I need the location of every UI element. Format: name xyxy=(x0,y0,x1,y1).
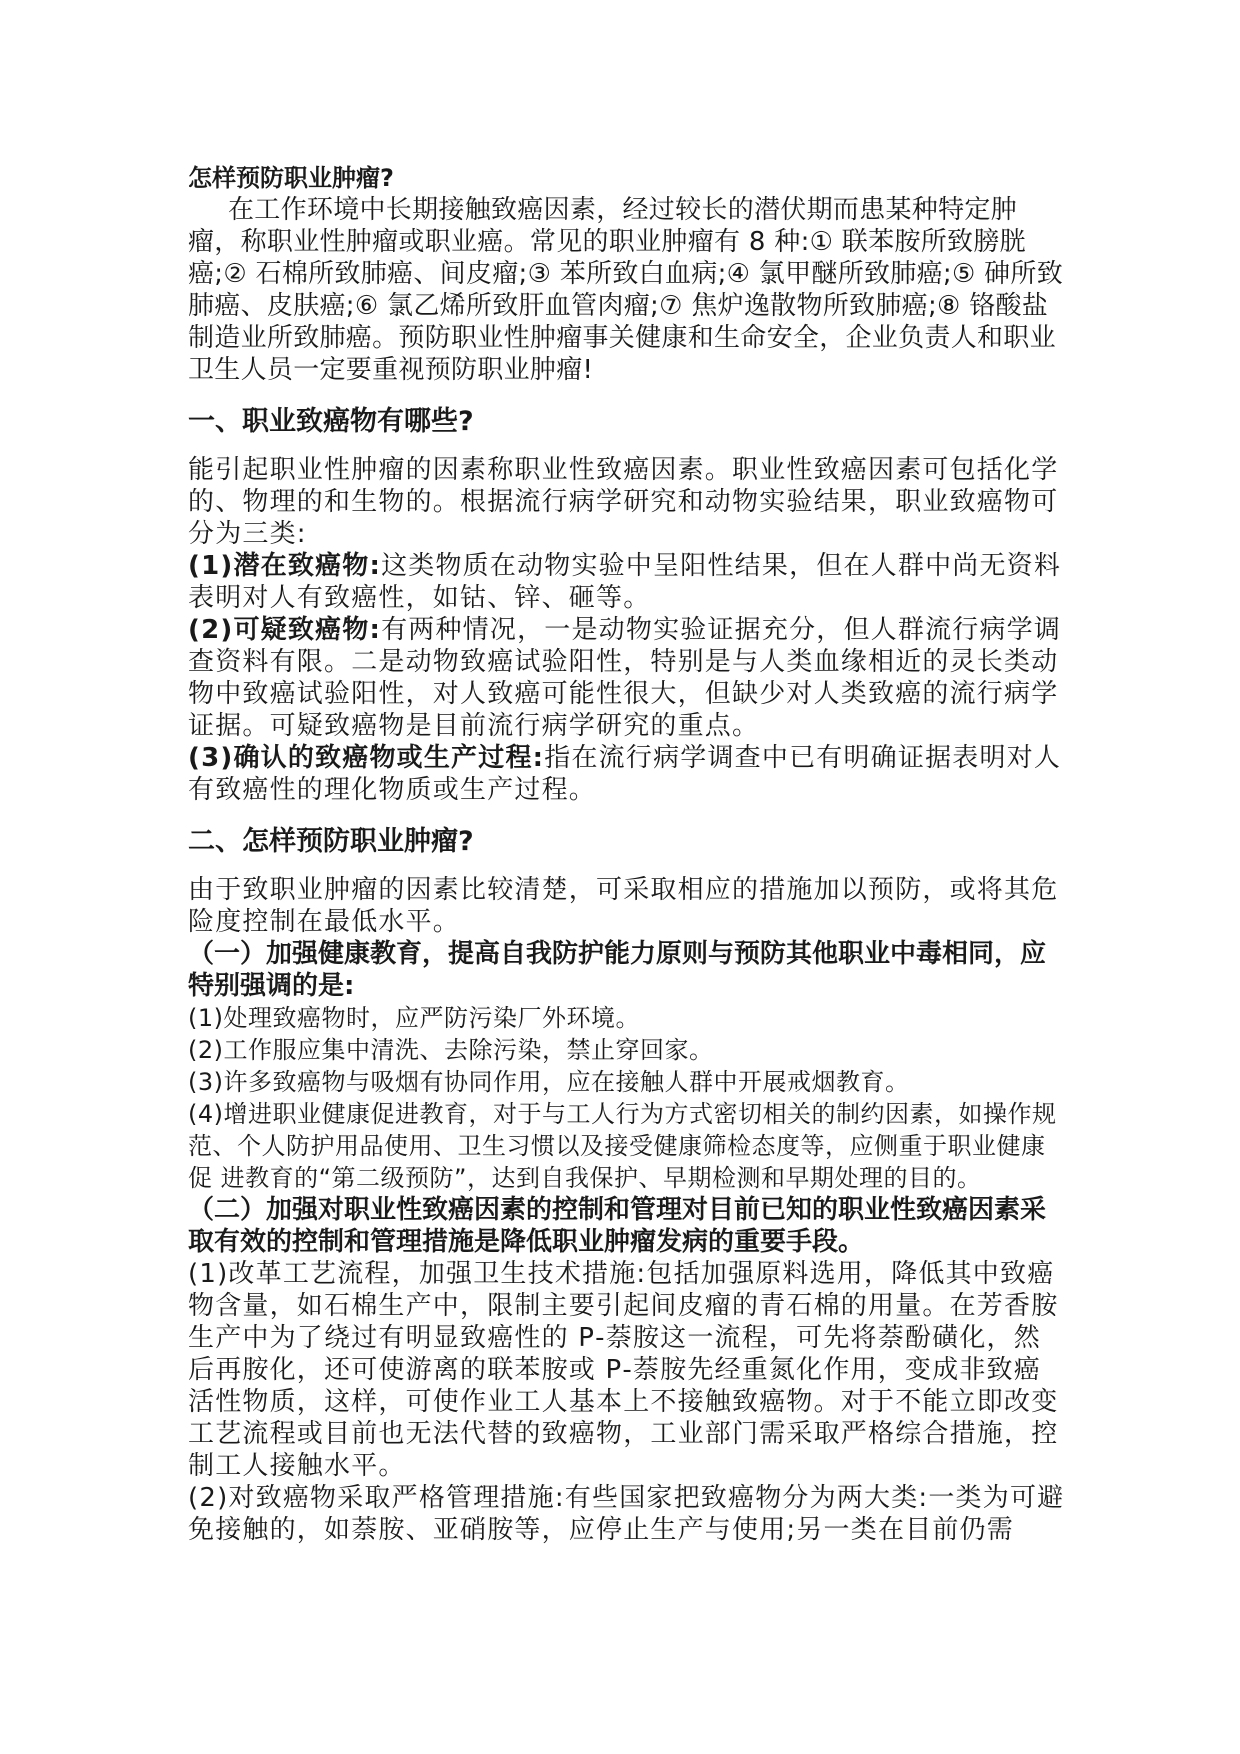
subsection2-item: (1)改革工艺流程，加强卫生技术措施:包括加强原料选用，降低其中致癌物含量，如石棉生产中，限制主要引起间皮瘤的青石棉的用量。在芳香胺生产中为了绕过有明显致癌性的 Ρ-萘胺这一流程，可先将萘酚磺化，然后再胺化，还可使游离的联苯胺或 Ρ-萘胺先经重氮化作用，变成非致癌活性物质，这样，可使作业工人基本上不接触致癌物。对于不能立即改变工艺流程或目前也无法代替的致癌物，工业部门需采取严格综合措施，控制工人接触水平。 xyxy=(188,1259,1059,1481)
subsection2-item: (2)对致癌物采取严格管理措施:有些国家把致癌物分为两大类:一类为可避免接触的，如萘胺、亚硝胺等，应停止生产与使用;另一类在目前仍需 xyxy=(188,1483,1065,1545)
subsection1-item: (1)处理致癌物时，应严防污染厂外环境。 xyxy=(188,1004,640,1032)
subsection1-item: (3)许多致癌物与吸烟有协同作用，应在接触人群中开展戒烟教育。 xyxy=(188,1068,910,1096)
section1-item-label: (1)潜在致癌物: xyxy=(188,551,382,581)
section2-heading: 二、怎样预防职业肿瘤? xyxy=(188,826,474,857)
subsection1-heading: （一）加强健康教育，提高自我防护能力原则与预防其他职业中毒相同，应特别强调的是: xyxy=(188,939,1047,1001)
subsection2-heading: （二）加强对职业性致癌因素的控制和管理对目前已知的职业性致癌因素采取有效的控制和管理措施是降低职业肿瘤发病的重要手段。 xyxy=(188,1195,1047,1257)
section1-item xyxy=(188,550,1068,614)
section1-item-text: 有两种情况，一是动物实验证据充分，但人群流行病学调查资料有限。二是动物致癌试验阳性，特别是与人类血缘相近的灵长类动物中致癌试验阳性，对人致癌可能性很大，但缺少对人类致癌的流行病学证据。可疑致癌物是目前流行病学研究的重点。 xyxy=(188,615,1062,741)
section1-lead: 能引起职业性肿瘤的因素称职业性致癌因素。职业性致癌因素可包括化学的、物理的和生物的。根据流行病学研究和动物实验结果，职业致癌物可分为三类: xyxy=(188,455,1059,549)
section1-item-text: 指在流行病学调查中已有明确证据表明对人有致癌性的理化物质或生产过程。 xyxy=(188,743,1062,805)
intro-paragraph: 在工作环境中长期接触致癌因素，经过较长的潜伏期而患某种特定肿瘤，称职业性肿瘤或职业癌。常见的职业肿瘤有 8 种:① 联苯胺所致膀胱癌;② 石棉所致肺癌、间皮瘤;③ 苯所致白血病;④ 氯甲醚所致肺癌;⑤ 砷所致肺癌、皮肤癌;⑥ 氯乙烯所致肝血管肉瘤;⑦ 焦炉逸散物所致肺癌;⑧ 铬酸盐制造业所致肺癌。预防职业性肿瘤事关健康和生命安全，企业负责人和职业卫生人员一定要重视预防职业肿瘤! xyxy=(188,195,1064,385)
document-page xyxy=(188,162,1068,1546)
section1-item xyxy=(188,614,1068,742)
section1-heading: 一、职业致癌物有哪些? xyxy=(188,406,474,437)
section1-item xyxy=(188,742,1068,806)
subsection1-item: (2)工作服应集中清洗、去除污染，禁止穿回家。 xyxy=(188,1036,714,1064)
section1-item-text: 这类物质在动物实验中呈阳性结果，但在人群中尚无资料表明对人有致癌性，如钴、锌、砸等。 xyxy=(188,551,1062,613)
section2-lead: 由于致职业肿瘤的因素比较清楚，可采取相应的措施加以预防，或将其危险度控制在最低水平。 xyxy=(188,875,1059,937)
section1-item-label: (2)可疑致癌物: xyxy=(188,615,382,645)
subsection1-item: (4)增进职业健康促进教育，对于与工人行为方式密切相关的制约因素，如操作规范、个人防护用品使用、卫生习惯以及接受健康筛检态度等，应侧重于职业健康促 进教育的“第二级预防”，达到自我保护、早期检测和早期处理的目的。 xyxy=(188,1100,1057,1192)
document-title: 怎样预防职业肿瘤? xyxy=(188,164,394,192)
section1-item-label: (3)确认的致癌物或生产过程: xyxy=(188,743,545,773)
